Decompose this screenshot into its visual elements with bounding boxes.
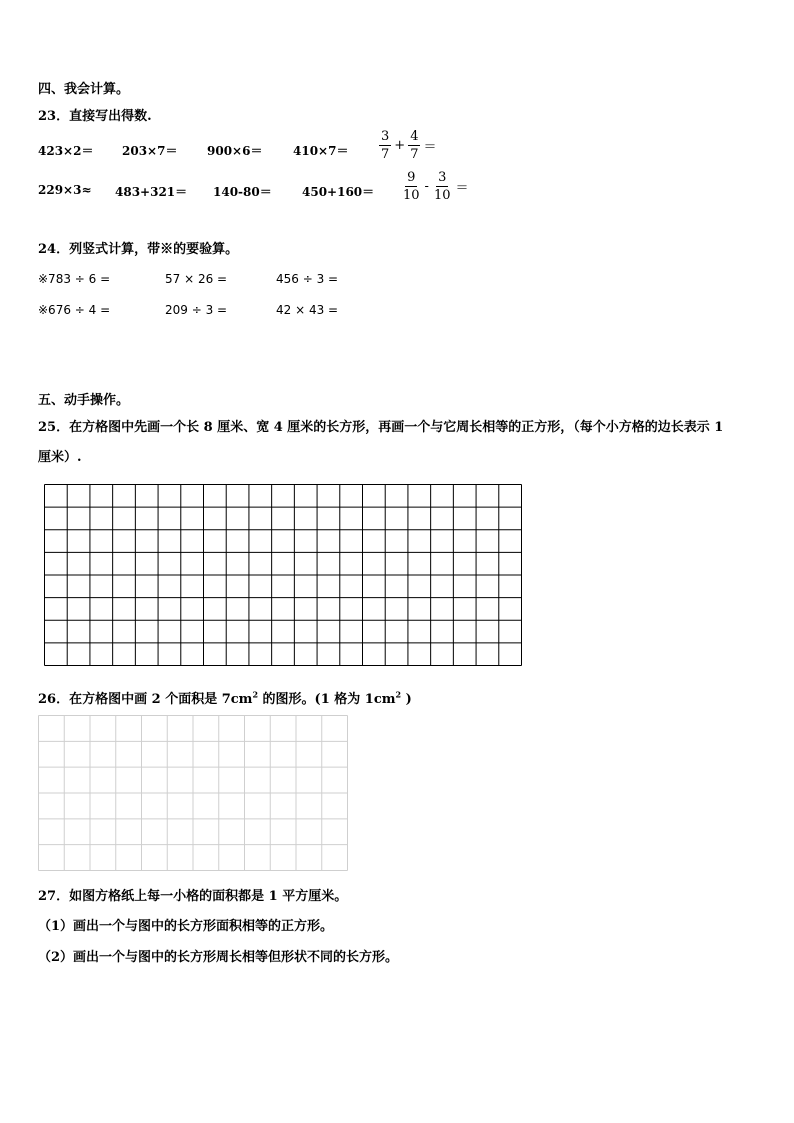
q24-r1-item2: 57 × 26 = — [165, 272, 228, 286]
q23-r2-item1: 229×3≈ — [38, 183, 92, 197]
fraction-b: $\frac{3}{10}$ — [433, 170, 451, 203]
q24-r2-item3: 42 × 43 = — [276, 303, 339, 317]
q24-r2-item1: ※676 ÷ 4 = — [38, 303, 111, 317]
q24-r2-item2: 209 ÷ 3 = — [165, 303, 228, 317]
q27-sub2: （2）画出一个与图中的长方形周长相等但形状不同的长方形。 — [38, 950, 399, 965]
q23-r2-item2: 483+321＝ — [115, 185, 188, 199]
q23-r1-item3: 900×6＝ — [207, 144, 263, 158]
section-four-title: 四、我会计算。 — [38, 82, 130, 97]
q27-title: 27．如图方格纸上每一小格的面积都是 1 平方厘米。 — [38, 889, 348, 904]
section-five-title: 五、动手操作。 — [38, 393, 130, 408]
q23-r1-item4: 410×7＝ — [293, 144, 349, 158]
fraction-a: $\frac{3}{7}$ — [381, 129, 390, 162]
q23-r2-item4: 450+160＝ — [302, 185, 375, 199]
fraction-a: $\frac{9}{10}$ — [403, 170, 420, 203]
q24-title: 24．列竖式计算，带※的要验算。 — [38, 242, 239, 257]
q23-r1-fraction-expr: $\frac{3}{7}$ + $\frac{4}{7}$ ＝ — [381, 129, 437, 162]
q26-text: 26．在方格图中画 2 个面积是 $7cm^2$ 的图形。(1 格为 $1cm^2$ ) — [38, 689, 412, 707]
q23-r1-item2: 203×7＝ — [122, 144, 178, 158]
q26-square-grid[interactable] — [38, 715, 348, 871]
fraction-b: $\frac{4}{7}$ — [410, 129, 419, 162]
q27-sub1: （1）画出一个与图中的长方形面积相等的正方形。 — [38, 919, 334, 934]
q25-text-line2: 厘米）. — [38, 450, 82, 465]
q23-title: 23．直接写出得数. — [38, 109, 152, 124]
q24-r1-item3: 456 ÷ 3 = — [276, 272, 339, 286]
q23-r2-fraction-expr: $\frac{9}{10}$ - $\frac{3}{10}$ ＝ — [403, 170, 469, 203]
q25-text-line1: 25．在方格图中先画一个长 8 厘米、宽 4 厘米的长方形，再画一个与它周长相等的正方形，（每个小方格的边长表示 1 — [38, 420, 724, 435]
q23-r2-item3: 140-80＝ — [213, 185, 272, 199]
q23-r1-item1: 423×2＝ — [38, 144, 94, 158]
q25-square-grid[interactable] — [44, 484, 522, 666]
q24-r1-item1: ※783 ÷ 6 = — [38, 272, 111, 286]
